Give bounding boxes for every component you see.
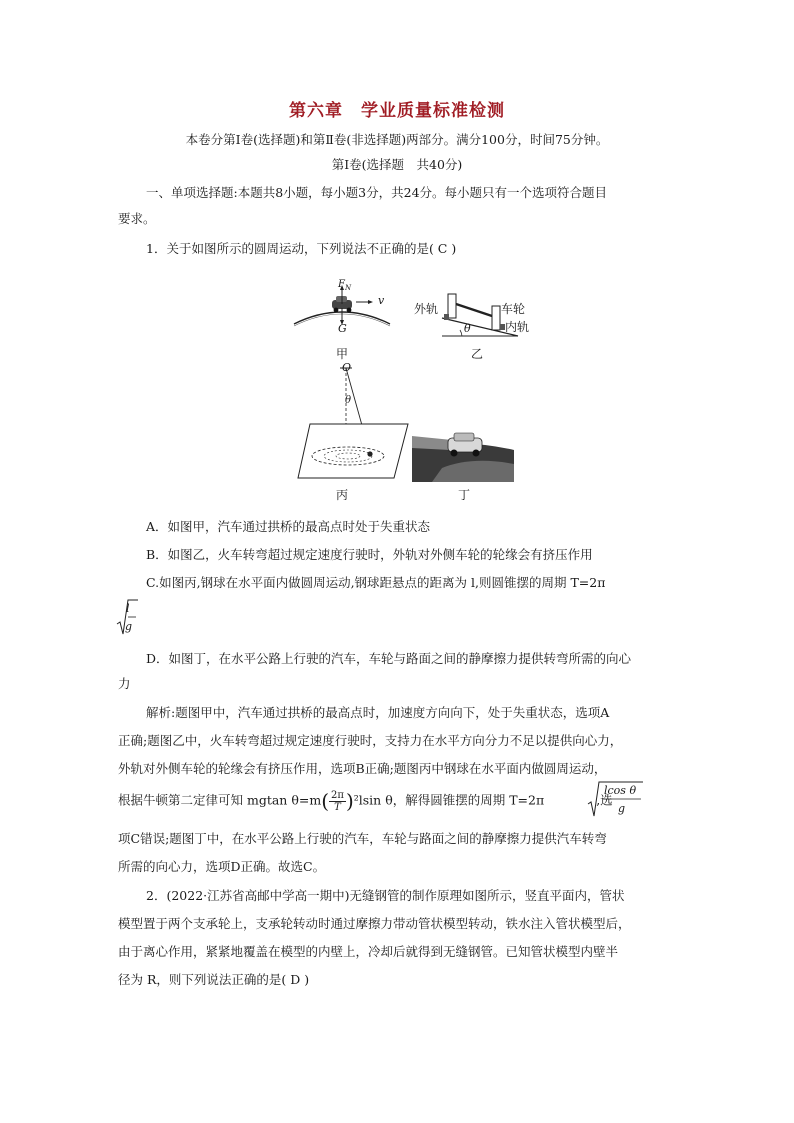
caption-jia: 甲 — [335, 347, 348, 361]
fraction-2pi-over-t: $\frac{2\pi}{T}$ — [331, 789, 344, 813]
label-pivot-o: O — [342, 361, 352, 374]
option-c: C.如图丙,钢球在水平面内做圆周运动,钢球距悬点的距离为 l,则圆锥摆的周期 T=2π — [146, 575, 606, 590]
label-inner-rail: 内轨 — [505, 320, 530, 334]
analysis-line-4: 根据牛顿第二定律可知 mgtan θ=m( $\frac{2\pi}{T}$ )²lsin θ，解得圆锥摆的周期 T=2π ,选 — [118, 789, 613, 813]
chapter-title — [0, 96, 794, 121]
analysis-line-1: 解析:题图甲中，汽车通过拱桥的最高点时，加速度方向向下，处于失重状态，选项A — [146, 705, 610, 720]
label-fn: $F_N$ — [338, 279, 352, 292]
figure-ding-car-turning — [412, 428, 514, 482]
caption-yi: 乙 — [470, 347, 483, 361]
analysis-line-4-part-c: ,选 — [596, 792, 613, 808]
question-1-stem: 1．关于如图所示的圆周运动，下列说法不正确的是( C ) — [146, 241, 457, 256]
question-2-line-3: 由于离心作用，紧紧地覆盖在模型的内壁上，冷却后就得到无缝钢管。已知管状模型内壁半 — [118, 944, 619, 959]
analysis-line-6: 所需的向心力，选项D正确。故选C。 — [118, 859, 326, 874]
option-d: D．如图丁，在水平公路上行驶的汽车，车轮与路面之间的静摩擦力提供转弯所需的向心 — [146, 651, 632, 666]
option-b: B．如图乙，火车转弯超过规定速度行驶时，外轨对外侧车轮的轮缘会有挤压作用 — [146, 547, 593, 562]
label-wheel: 车轮 — [501, 302, 526, 316]
label-gravity: G — [338, 322, 347, 335]
option-c-sqrt-numerator: l — [126, 602, 130, 615]
figure-bing-conical-pendulum — [296, 362, 411, 482]
question-2-line-4: 径为 R，则下列说法正确的是( D ) — [118, 972, 310, 987]
option-c-sqrt-denominator: g — [125, 620, 133, 633]
question-2-line-1: 2．(2022·江苏省高邮中学高一期中)无缝钢管的制作原理如图所示，竖直平面内，管状 — [146, 888, 625, 903]
chapter-number: 第六章 — [289, 101, 343, 121]
analysis-line-4-part-a: 根据牛顿第二定律可知 mgtan θ=m — [118, 792, 322, 808]
analysis-line-5: 项C错误;题图丁中，在水平公路上行驶的汽车，车轮与路面之间的静摩擦力提供汽车转弯 — [118, 831, 607, 846]
caption-ding: 丁 — [457, 488, 470, 502]
label-theta-yi: θ — [464, 322, 471, 335]
section1-instructions: 一、单项选择题:本题共8小题，每小题3分，共24分。每小题只有一个选项符合题目 — [146, 185, 608, 200]
label-theta-bing: θ — [345, 395, 352, 406]
label-outer-rail: 外轨 — [414, 302, 439, 316]
analysis-line-3: 外轨对外侧车轮的轮缘会有挤压作用，选项B正确;题图丙中钢球在水平面内做圆周运动， — [118, 761, 607, 776]
exam-intro: 本卷分第Ⅰ卷(选择题)和第Ⅱ卷(非选择题)两部分。满分100分，时间75分钟。 — [185, 132, 609, 147]
chapter-subtitle: 学业质量标准检测 — [361, 101, 505, 121]
analysis-line-4-part-b: ²lsin θ，解得圆锥摆的周期 T=2π — [353, 792, 545, 808]
section1-instructions-cont: 要求。 — [118, 211, 156, 226]
analysis-sqrt-numerator: lcos θ — [604, 784, 637, 797]
analysis-sqrt-denominator: g — [618, 802, 626, 815]
caption-bing: 丙 — [335, 488, 348, 502]
analysis-line-2: 正确;题图乙中，火车转弯超过规定速度行驶时，支持力在水平方向分力不足以提供向心力， — [118, 733, 623, 748]
part1-heading: 第Ⅰ卷(选择题 共40分) — [331, 157, 463, 172]
option-a: A．如图甲，汽车通过拱桥的最高点时处于失重状态 — [146, 519, 431, 534]
option-d-cont: 力 — [118, 676, 131, 691]
label-velocity: v — [378, 294, 385, 307]
question-2-line-2: 模型置于两个支承轮上，支承轮转动时通过摩擦力带动管状模型转动，铁水注入管状模型后， — [118, 916, 631, 931]
